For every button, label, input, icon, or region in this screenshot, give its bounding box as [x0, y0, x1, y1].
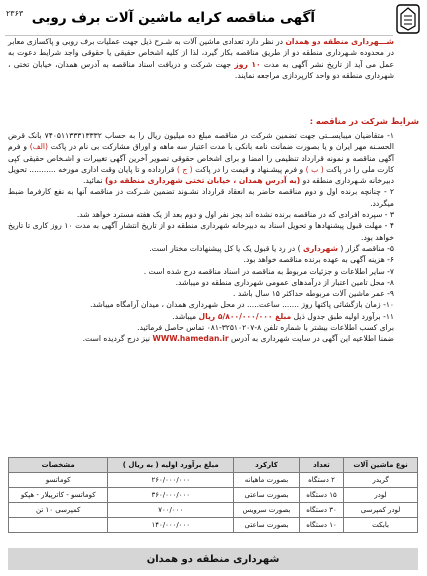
contact-info: برای کسب اطلاعات بیشتر با شماره تلفن ۸-۳۲۵۱۰۲۰۷-۰۸۱ تماس حاصل فرمائید.	[137, 323, 394, 333]
intro-days: ۱۰ روز	[234, 59, 261, 69]
table-cell: کمپرسی ۱۰ تن	[9, 503, 108, 518]
condition-3: ۳ - سپرده افرادی که در مناقصه برنده نشده اند بجز نفر اول و دوم بعد از یک هفته مسترد خواهد شد.	[76, 210, 394, 220]
condition-5-municipality: شهرداری	[302, 243, 338, 253]
website-note-post: نیز درج گردیده است.	[82, 334, 153, 344]
condition-4: ۴ - مهلت قبول پیشنهادها و تحویل اسناد به دبیرخانه شهرداری منطقه دو از تاریخ انتشار آگهی به مدت ۱۰ روز کاری تا تاریخ خواهد بود.	[8, 221, 395, 242]
condition-11-text-a: ۱۱- برآورد اولیه طبق جدول ذیل	[291, 311, 394, 321]
condition-1-text-a: ۱- متقاضیان میبایســتی جهت تضمین شرکت در مناقصه مبلغ ده میلیون ریال را به حساب ۷۴۰۵۱۱۳۳۳۱۳۳۳۲ بانک قرض الحسـنه مهر ایران و یا بصورت ضمانت نامه بانکی با مدت اعتبار سه ماهه و اوراق مشارکت بی نام در پاکت	[8, 131, 394, 152]
condition-7: ۷- سایر اطلاعات و جزئیات مربوط به مناقصه در اسناد مناقصه درج شده است .	[143, 266, 394, 276]
condition-8: ۸- محل تامین اعتبار از درآمدهای عمومی شهرداری منطقه دو میباشد.	[175, 277, 394, 287]
website-note-pre: ضمنا اطلاعیه این آگهی در سایت شهرداری به آدرس	[228, 334, 394, 344]
col-header-specs: مشخصات	[9, 458, 108, 473]
condition-1-text-c: و فرم پیشـنهاد و قیمت را در پاکت	[192, 164, 306, 174]
table-cell: ۱۵ دستگاه	[299, 488, 343, 503]
intro-text-2: جهت شرکت و دریافت اسناد مناقصه به آدرس همدان، خیابان تختی ، شهرداری منطقه دو واحد کارپردازی مراجعه نمایند.	[8, 59, 394, 81]
envelope-a-label: (الف)	[29, 142, 48, 152]
header	[0, 4, 427, 34]
condition-11	[8, 311, 394, 322]
condition-5-text-c: ) در رد یا قبول یک یا کل پیشنهادات مختار است.	[149, 243, 303, 253]
table-row	[9, 503, 418, 518]
table-cell: بصورت ماهیانه	[234, 473, 300, 488]
col-header-estimate: مبلغ برآورد اولیه ( به ریال )	[108, 458, 234, 473]
ad-number: ۲۳۶۳	[6, 9, 24, 18]
table-cell: لودر کمپرسی	[344, 503, 418, 518]
table-cell: ۷۰۰/۰۰۰	[108, 503, 234, 518]
table-cell: کوماتسو	[9, 473, 108, 488]
municipality-logo-icon	[395, 4, 421, 34]
condition-1-address: (به آدرس همدان ، خیابان تختی شهرداری منطقه دو)	[104, 176, 301, 186]
condition-1-text-d: قرارداده و تا پایان وقت اداری مورخه ........... تحویل دبیرخانه شـهرداری منطقه دو	[8, 164, 394, 186]
table-cell: بابکت	[344, 518, 418, 533]
footer-text: شهرداری منطقه دو همدان	[146, 553, 280, 565]
table-cell: ۲۶۰/۰۰۰/۰۰۰	[108, 473, 234, 488]
condition-1-text-e: نمائید.	[82, 176, 105, 186]
condition-5	[8, 243, 394, 254]
table-cell: بصورت ساعتی	[234, 518, 300, 533]
condition-2: ۲ - چنانچه برنده اول و دوم مناقصه حاضر به انعقاد قرارداد نشـوند تضمین شـرکت در مناقصه آنها به نفع کارفرما ضبط میگردد.	[8, 187, 394, 208]
intro-paragraph	[8, 36, 394, 82]
condition-1	[8, 130, 394, 186]
condition-9: ۹- عمر ماشین آلات مربوطه حداکثر ۱۵ سال باشد .	[233, 289, 394, 299]
envelope-b-label: ( ب )	[305, 164, 324, 174]
table-cell: ۳۰ دستگاه	[299, 503, 343, 518]
table-header-row	[9, 458, 418, 473]
condition-6: ۶- هزینه آگهی به عهده برنده مناقصه خواهد بود.	[243, 255, 394, 265]
conditions-title: شرایط شرکت در مناقصه :	[309, 116, 419, 126]
table-cell: بصورت سرویس	[234, 503, 300, 518]
condition-1-text-b: و فرم آگهی مناقصه و نمونه قرارداد تنظیمی را امضا و برای اشخاص حقوقی تصویر آخرین آگهی تغییرات و اشـخاص حقیقی کپی کارت ملی را در پاکت	[8, 142, 394, 174]
table-cell: ۲ دستگاه	[299, 473, 343, 488]
intro-city: شـــهرداری منطقه دو همدان	[285, 37, 395, 46]
footer-banner	[8, 548, 418, 570]
envelope-c-label: ( ج )	[176, 164, 193, 174]
col-header-type: نوع ماشین آلات	[344, 458, 418, 473]
intro-text-1: در نظر دارد تعدادی ماشین آلات به شـرح ذیل جهت عملیات برف روبی و پاکسازی معابر در محدوده شـهرداری منطقه دو از طریق مناقصه بکار گیرد، لذا از کلیه اشخاص حقیقی یا حقوقی واجد شرایط دعوت به عمل می آید از تاریخ نشر آگهی به مدت	[8, 37, 394, 69]
website-note	[8, 333, 394, 344]
table-cell: گریدر	[344, 473, 418, 488]
table-cell	[9, 518, 108, 533]
condition-11-amount: مبلغ ۵/۸۰۰/۰۰۰/۰۰۰ ریال	[198, 311, 292, 321]
condition-11-text-c: میباشد.	[172, 311, 199, 321]
table-cell: ۳۶۰/۰۰۰/۰۰۰	[108, 488, 234, 503]
table-row	[9, 518, 418, 533]
conditions-list	[8, 130, 394, 345]
table-row	[9, 473, 418, 488]
col-header-work: کارکرد	[234, 458, 300, 473]
table-cell: ۱۴۰/۰۰۰/۰۰۰	[108, 518, 234, 533]
machinery-table	[8, 457, 418, 533]
website-link[interactable]: WWW.hamedan.ir	[152, 334, 229, 344]
condition-10: ۱۰- زمان بازگشائی پاکتها روز ....... ساعت..... در محل شهرداری همدان ، میدان آرامگاه میباشد.	[90, 300, 394, 310]
table-cell: ۱۰ دستگاه	[299, 518, 343, 533]
ad-title: آگهی مناقصه کرایه ماشین آلات برف روبی	[31, 10, 315, 26]
table-row	[9, 488, 418, 503]
table-cell: کوماتسو - کاترپیلار - هپکو	[9, 488, 108, 503]
condition-5-text-a: ۵- مناقصه گزار (	[338, 243, 394, 253]
table-cell: لودر	[344, 488, 418, 503]
table-cell: بصورت ساعتی	[234, 488, 300, 503]
col-header-count: تعداد	[299, 458, 343, 473]
